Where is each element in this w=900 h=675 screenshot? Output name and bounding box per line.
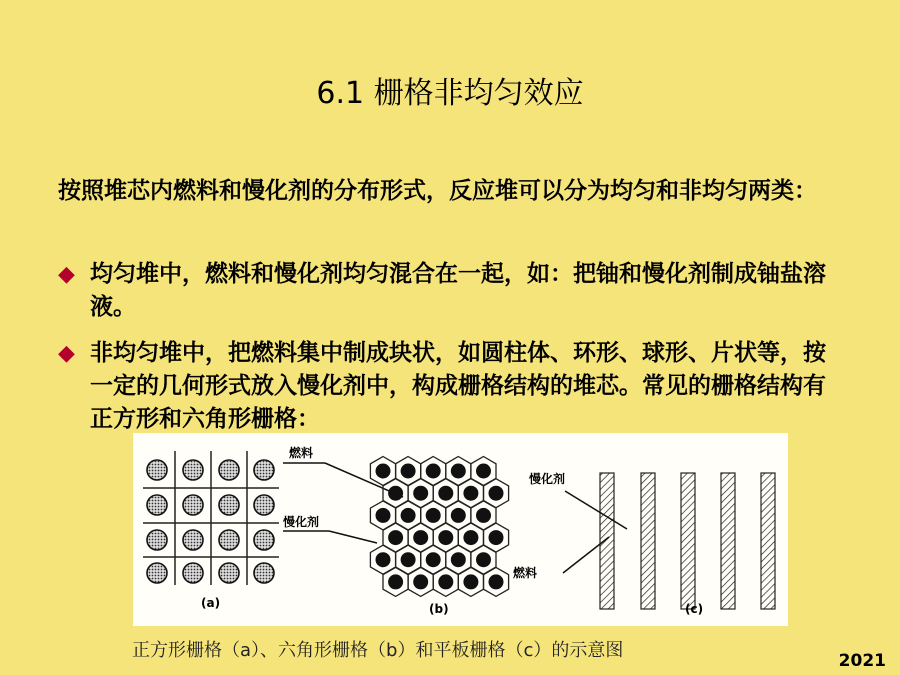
panel-label-c: (c)	[685, 602, 704, 616]
fuel-rod	[438, 574, 453, 589]
fuel-rod	[376, 552, 391, 567]
fuel-rod	[451, 464, 466, 479]
fuel-rod	[463, 574, 478, 589]
fuel-rod	[489, 530, 504, 545]
label-moderator-c: 慢化剂	[529, 472, 566, 486]
fuel-rod	[451, 508, 466, 523]
fuel-rod	[413, 530, 428, 545]
fuel-rod	[401, 464, 416, 479]
fuel-rod	[376, 508, 391, 523]
fuel-rod	[476, 552, 491, 567]
panel-label-a: (a)	[201, 596, 221, 610]
hexagonal-lattice	[370, 457, 508, 597]
square-lattice	[143, 451, 279, 585]
diamond-bullet-icon: ◆	[58, 262, 75, 287]
fuel-rod	[413, 486, 428, 501]
bullet-text: 非均匀堆中，把燃料集中制成块状，如圆柱体、环形、球形、片状等，按一定的几何形式放入慢化剂中，构成栅格结构的堆芯。常见的栅格结构有正方形和六角形栅格：	[90, 340, 826, 432]
fuel-rod	[413, 574, 428, 589]
label-fuel-c: 燃料	[513, 566, 538, 580]
label-moderator-a: 慢化剂	[283, 515, 320, 529]
slide-title: 6.1 栅格非均匀效应	[316, 76, 584, 111]
fuel-rod	[476, 464, 491, 479]
label-fuel-a: 燃料	[289, 446, 314, 460]
fuel-rod	[426, 508, 441, 523]
fuel-rod	[438, 530, 453, 545]
fuel-rod	[489, 486, 504, 501]
fuel-rod	[463, 486, 478, 501]
panel-label-b: (b)	[429, 602, 449, 616]
fuel-rod	[376, 464, 391, 479]
fuel-rod	[388, 530, 403, 545]
bullet-text: 均匀堆中，燃料和慢化剂均匀混合在一起，如：把铀和慢化剂制成铀盐溶液。	[90, 261, 826, 320]
fuel-rod	[388, 574, 403, 589]
fuel-rod	[401, 508, 416, 523]
fuel-rod	[489, 574, 504, 589]
fuel-rod	[463, 530, 478, 545]
fuel-rod	[388, 486, 403, 501]
fuel-rod	[401, 552, 416, 567]
year-label: 2021	[838, 651, 886, 671]
fuel-rod	[438, 486, 453, 501]
bullet-item-heterogeneous	[58, 337, 848, 436]
fuel-rod	[451, 552, 466, 567]
fuel-rod	[426, 552, 441, 567]
lattice-figure	[133, 433, 788, 626]
fuel-rod	[476, 508, 491, 523]
plate-lattice	[563, 473, 775, 609]
fuel-rod	[426, 464, 441, 479]
lattice-diagram	[133, 433, 788, 626]
intro-paragraph: 按照堆芯内燃料和慢化剂的分布形式，反应堆可以分为均匀和非均匀两类：	[58, 178, 817, 204]
bullet-item-homogeneous	[58, 258, 848, 324]
figure-caption: 正方形栅格（a）、六角形栅格（b）和平板栅格（c）的示意图	[132, 640, 624, 661]
diamond-bullet-icon: ◆	[58, 341, 75, 366]
